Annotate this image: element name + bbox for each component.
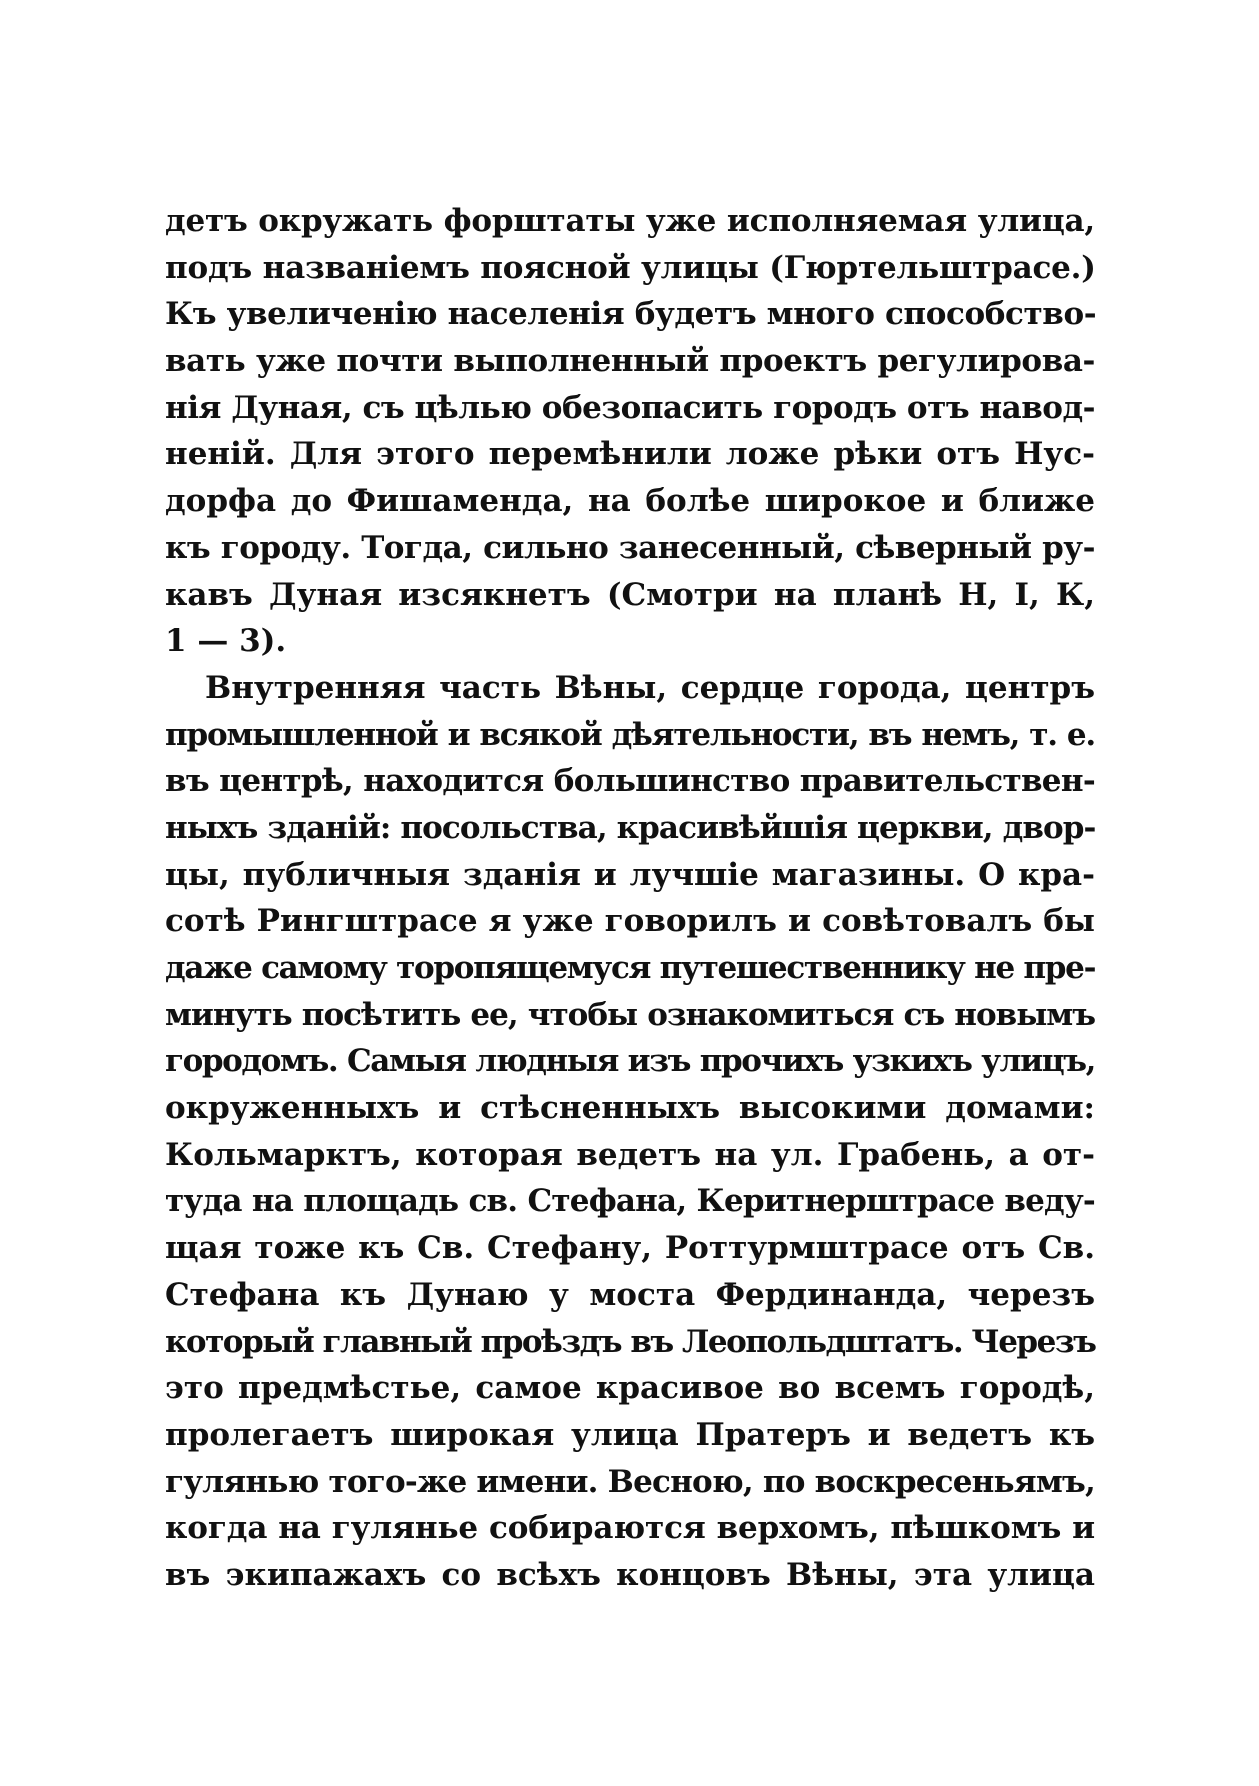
text-line: минуть посѣтить ее, чтобы ознакомиться съ новымъ — [165, 996, 1095, 1033]
text-line: Внутренняя часть Вѣны, сердце города, центръ — [205, 669, 1095, 706]
text-line: пролегаетъ широкая улица Пратеръ и ведетъ къ — [165, 1416, 1095, 1453]
text-line: въ центрѣ, находится большинство правительствен- — [165, 763, 1095, 800]
paragraph-1 — [165, 198, 1095, 665]
text-line: детъ окружать форштаты уже исполняемая улица, — [165, 203, 1095, 239]
text-line: когда на гулянье собираются верхомъ, пѣшкомъ и — [165, 1510, 1095, 1547]
text-line: это предмѣстье, самое красивое во всемъ городѣ, — [165, 1370, 1095, 1407]
text-line: гулянью того-же имени. Весною, по воскресеньямъ, — [165, 1463, 1095, 1500]
paragraph-2 — [165, 665, 1095, 1599]
text-line: городомъ. Самыя людныя изъ прочихъ узкихъ улицъ, — [165, 1043, 1095, 1080]
body-text — [165, 198, 1095, 1599]
text-line: сотѣ Рингштрасе я уже говорилъ и совѣтовалъ бы — [165, 903, 1095, 940]
text-line: 1 — 3). — [165, 623, 287, 660]
text-line: ныхъ зданій: посольства, красивѣйшія церкви, двор- — [165, 809, 1096, 846]
text-line: туда на площадь св. Стефана, Керитнерштрасе веду- — [165, 1183, 1095, 1220]
text-line: Къ увеличенію населенія будетъ много способство- — [165, 296, 1097, 333]
text-line: кавъ Дуная изсякнетъ (Смотри на планѣ Н, I, К, — [165, 576, 1095, 613]
text-line: цы, публичныя зданія и лучшіе магазины. О кра- — [165, 856, 1095, 893]
text-line: нія Дуная, съ цѣлью обезопасить городъ отъ навод- — [165, 389, 1095, 426]
text-line: Кольмарктъ, которая ведетъ на ул. Грабень, а от- — [165, 1136, 1095, 1173]
text-line: окруженныхъ и стѣсненныхъ высокими домами: — [165, 1090, 1095, 1127]
text-line: промышленной и всякой дѣятельности, въ немъ, т. е. — [165, 716, 1095, 753]
text-line: Стефана къ Дунаю у моста Фердинанда, черезъ — [165, 1276, 1095, 1313]
text-line: даже самому торопящемуся путешественнику не пре- — [165, 950, 1096, 986]
text-line: подъ названіемъ поясной улицы (Гюртельштрасе.) — [165, 249, 1096, 286]
text-line: неній. Для этого перемѣнили ложе рѣки отъ Нус- — [165, 436, 1095, 473]
text-line: щая тоже къ Св. Стефану, Роттурмштрасе отъ Св. — [165, 1230, 1095, 1267]
text-line: къ городу. Тогда, сильно занесенный, сѣверный ру- — [165, 529, 1095, 566]
text-line: въ экипажахъ со всѣхъ концовъ Вѣны, эта улица — [165, 1556, 1095, 1593]
text-line: вать уже почти выполненный проектъ регулирова- — [165, 343, 1095, 380]
text-line: который главный проѣздъ въ Леопольдштатъ. Черезъ — [165, 1323, 1096, 1360]
text-line: дорфа до Фишаменда, на болѣе широкое и ближе — [165, 483, 1095, 520]
